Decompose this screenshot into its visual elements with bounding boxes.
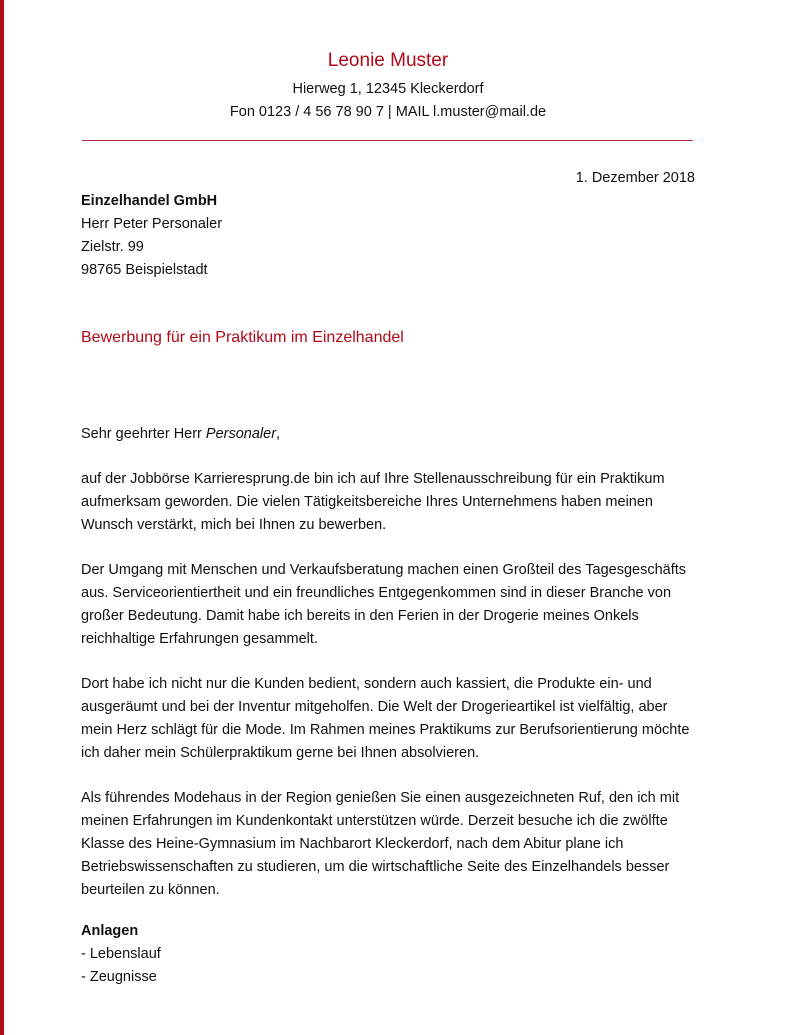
paragraph-line: beurteilen zu können.: [81, 882, 220, 898]
paragraph-line: aufmerksam geworden. Die vielen Tätigkeitsbereiche Ihres Unternehmens haben meinen: [81, 494, 653, 510]
paragraph-line: meinen Erfahrungen im Kundenkontakt unterstützen würde. Derzeit besuche ich die zwölfte: [81, 813, 668, 829]
paragraph-line: mein Herz schlägt für die Mode. Im Rahmen meines Praktikums zur Berufsorientierung möchte: [81, 722, 690, 738]
paragraph-line: Wunsch verstärkt, mich bei Ihnen zu bewerben.: [81, 517, 387, 533]
sender-name: Leonie Muster: [327, 50, 449, 71]
paragraph-line: Dort habe ich nicht nur die Kunden bedient, sondern auch kassiert, die Produkte ein- und: [81, 676, 652, 692]
recipient-street: Zielstr. 99: [81, 239, 144, 255]
paragraph-4: [81, 787, 721, 902]
recipient-person: Herr Peter Personaler: [81, 216, 223, 232]
paragraph-3: [81, 673, 721, 765]
left-accent-bar: [0, 0, 4, 1035]
paragraph-line: ausgeräumt und bei der Inventur mitgeholfen. Die Welt der Drogerieartikel ist vielfältig, aber: [81, 699, 668, 715]
paragraph-line: großer Bedeutung. Damit habe ich bereits in den Ferien in der Drogerie meines Onkels: [81, 608, 639, 624]
attachments-title: Anlagen: [81, 923, 139, 939]
letter-subject: Bewerbung für ein Praktikum im Einzelhandel: [81, 329, 404, 346]
salutation-name: Personaler: [205, 426, 277, 442]
paragraph-line: Betriebswissenschaften zu studieren, um die wirtschaftliche Seite des Einzelhandels besser: [81, 859, 670, 875]
header-divider: [82, 140, 693, 141]
salutation: [81, 423, 280, 446]
sender-contact: Fon 0123 / 4 56 78 90 7 | MAIL l.muster@mail.de: [229, 104, 547, 120]
paragraph-line: Als führendes Modehaus in der Region genießen Sie einen ausgezeichneten Ruf, den ich mit: [81, 790, 680, 806]
salutation-prefix: Sehr geehrter Herr: [81, 426, 206, 442]
paragraph-line: ich daher mein Schülerpraktikum gerne bei Ihnen absolvieren.: [81, 745, 480, 761]
paragraph-1: [81, 468, 721, 537]
paragraph-line: Der Umgang mit Menschen und Verkaufsberatung machen einen Großteil des Tagesgeschäfts: [81, 562, 687, 578]
paragraph-line: reichhaltige Erfahrungen gesammelt.: [81, 631, 318, 647]
attachment-item: - Zeugnisse: [81, 969, 157, 985]
paragraph-line: Klasse des Heine-Gymnasium im Nachbarort Kleckerdorf, nach dem Abitur plane ich: [81, 836, 624, 852]
sender-address: Hierweg 1, 12345 Kleckerdorf: [292, 81, 484, 97]
paragraph-line: aus. Serviceorientiertheit und ein freundliches Entgegenkommen sind in dieser Branche von: [81, 585, 672, 601]
recipient-company: Einzelhandel GmbH: [81, 193, 218, 209]
recipient-city: 98765 Beispielstadt: [81, 262, 208, 278]
letter-date: 1. Dezember 2018: [575, 170, 695, 186]
salutation-suffix: ,: [276, 426, 281, 442]
paragraph-2: [81, 559, 721, 651]
paragraph-line: auf der Jobbörse Karrieresprung.de bin ich auf Ihre Stellenausschreibung für ein Praktikum: [81, 471, 665, 487]
attachment-item: - Lebenslauf: [81, 946, 161, 962]
